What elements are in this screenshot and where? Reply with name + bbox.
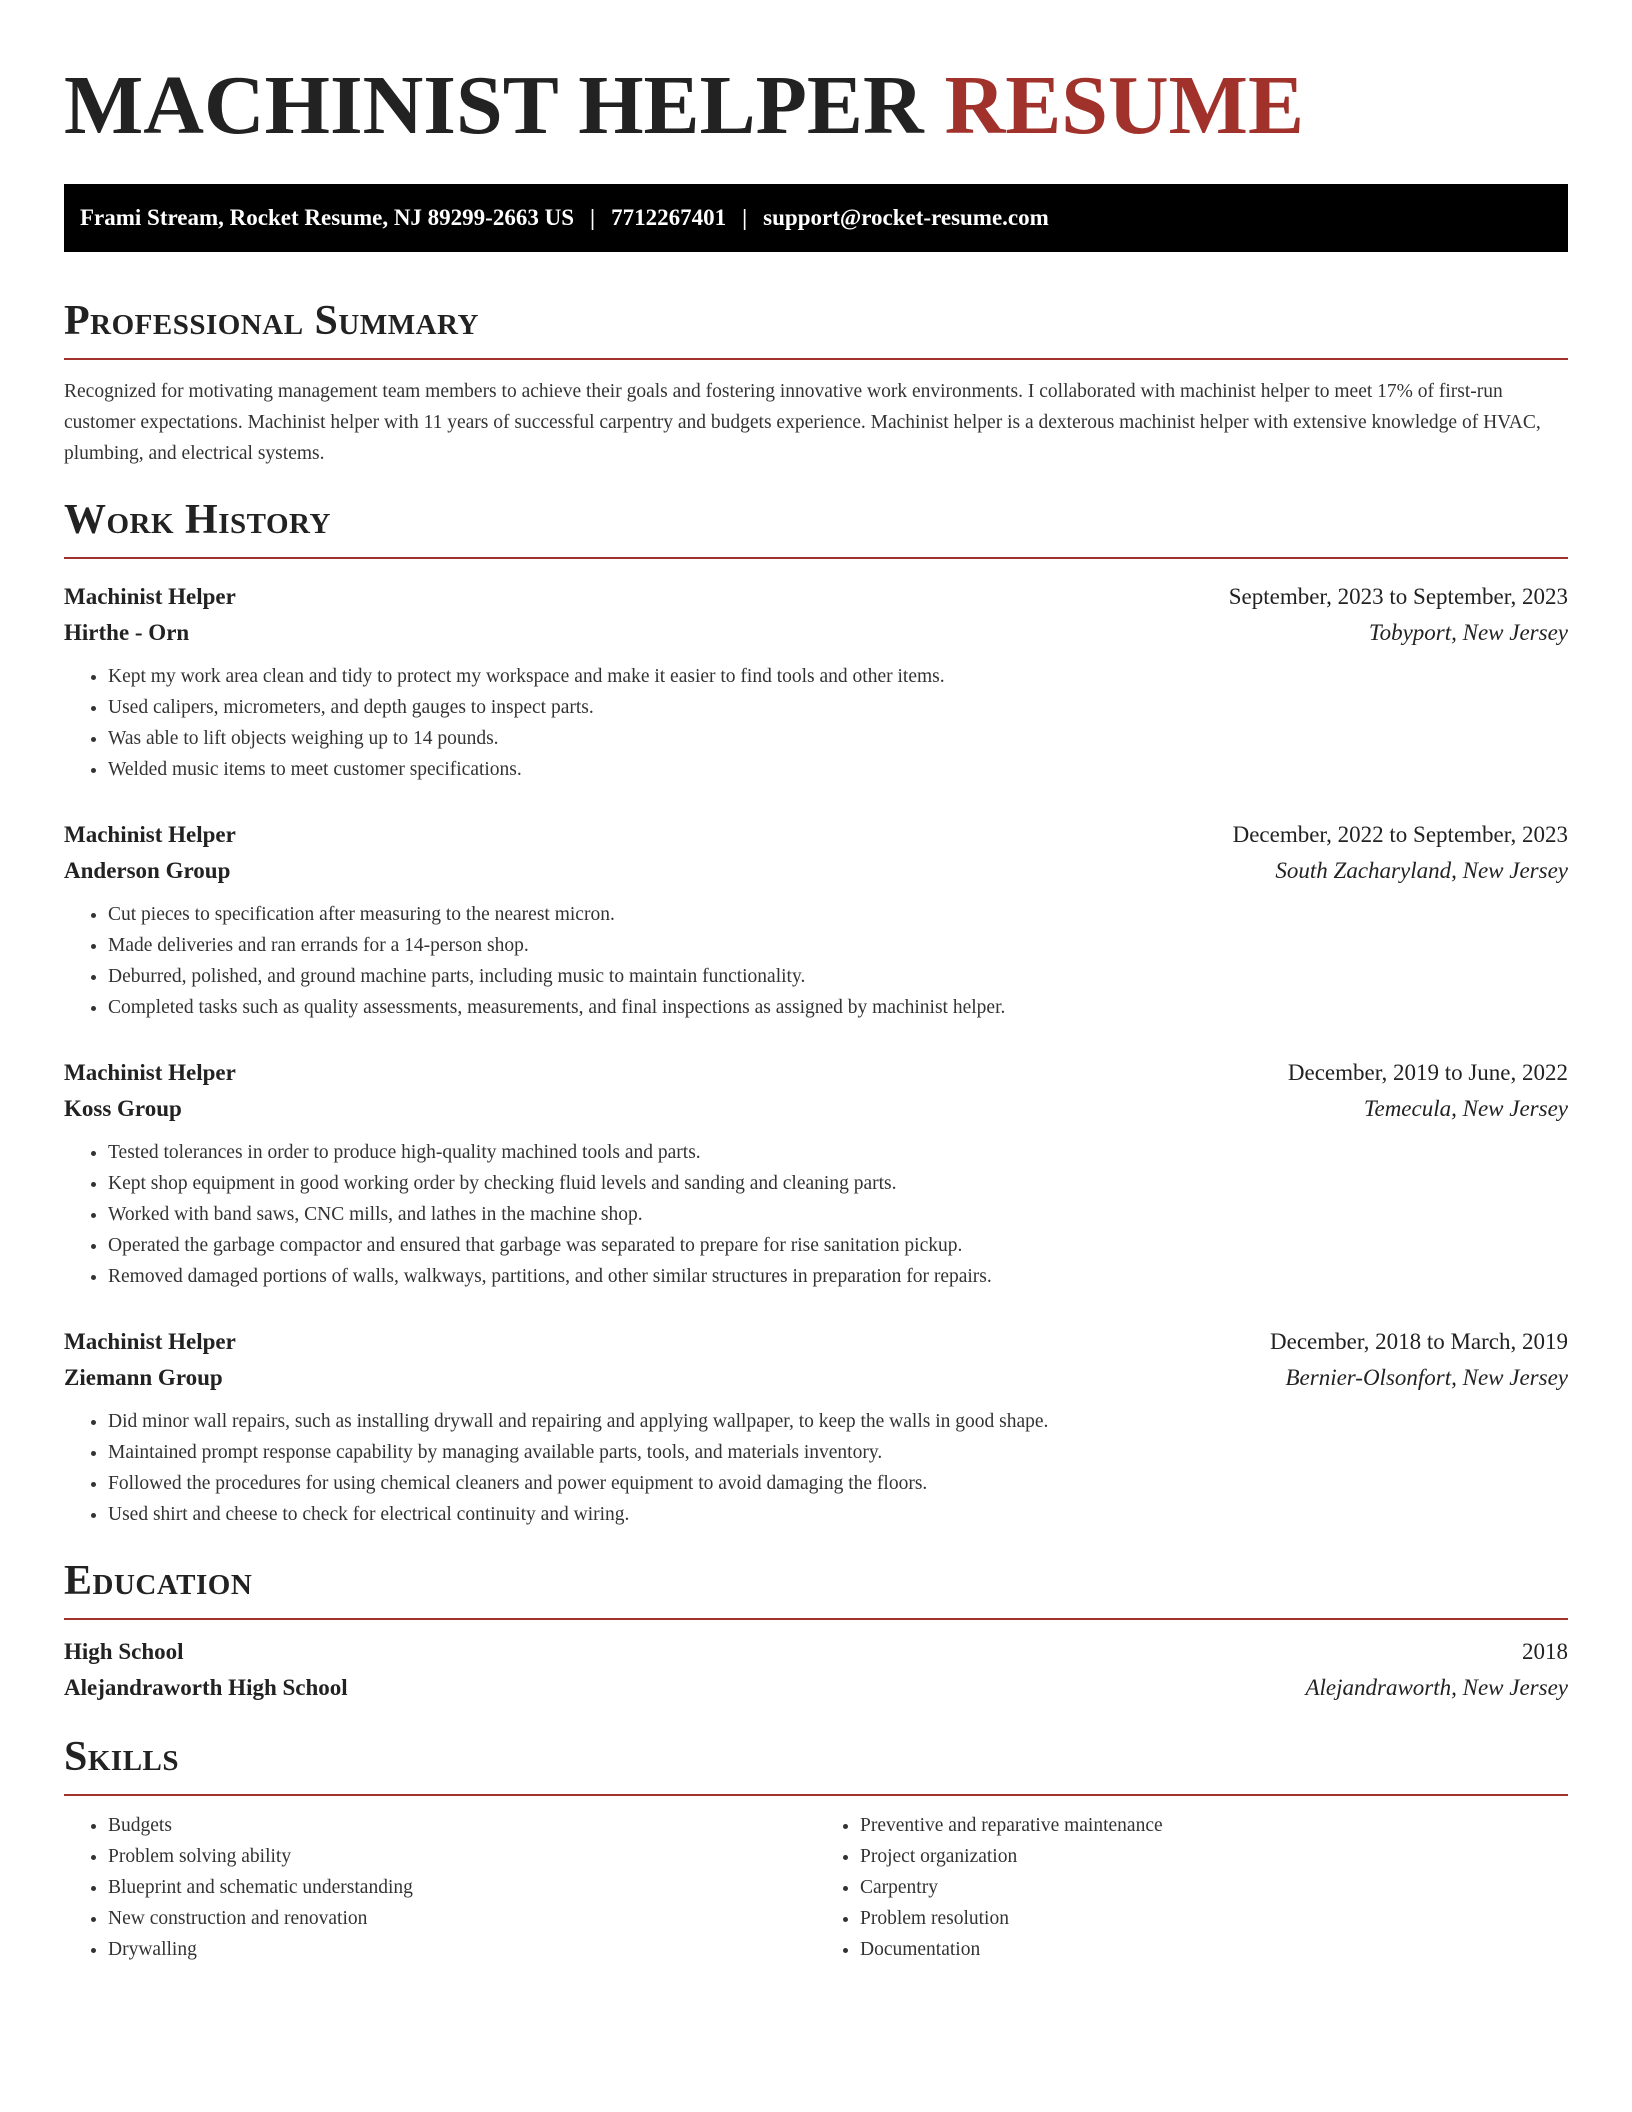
job-bullet: • Welded music items to meet customer specifications. [108, 754, 1568, 785]
job-bullet: • Used shirt and cheese to check for electrical continuity and wiring. [108, 1499, 1568, 1530]
skill-item: • Preventive and reparative maintenance [860, 1810, 1568, 1841]
job-bullet: • Followed the procedures for using chemical cleaners and power equipment to avoid damaging the floors. [108, 1468, 1568, 1499]
job-header-row [64, 817, 1568, 853]
skills-columns [64, 1810, 1568, 1965]
section-divider [64, 1618, 1568, 1620]
section-divider [64, 557, 1568, 559]
job-bullet: • Worked with band saws, CNC mills, and lathes in the machine shop. [108, 1199, 1568, 1230]
job-company: Ziemann Group [64, 1365, 223, 1390]
job-entry [64, 817, 1568, 1023]
job-entry [64, 1324, 1568, 1530]
skill-item: • Problem solving ability [108, 1841, 816, 1872]
job-bullet: • Maintained prompt response capability by managing available parts, tools, and materials inventory. [108, 1437, 1568, 1468]
job-location: South Zacharyland, New Jersey [1275, 858, 1568, 883]
skill-item: • Budgets [108, 1810, 816, 1841]
job-dates: December, 2022 to September, 2023 [1232, 822, 1568, 847]
job-header-row [64, 1055, 1568, 1091]
education-location: Alejandraworth, New Jersey [1305, 1675, 1568, 1700]
contact-phone[interactable]: 7712267401 [611, 205, 727, 230]
job-entry [64, 579, 1568, 785]
contact-address: Frami Stream, Rocket Resume, NJ 89299-2663 US [80, 205, 574, 230]
skills-heading: Skills [64, 1734, 180, 1780]
education-entry [64, 1634, 1568, 1706]
job-header-row [64, 1324, 1568, 1360]
job-title: Machinist Helper [64, 584, 236, 609]
job-location: Tobyport, New Jersey [1368, 620, 1568, 645]
skills-left-list [64, 1810, 816, 1965]
contact-email[interactable]: support@rocket-resume.com [763, 205, 1049, 230]
job-title: Machinist Helper [64, 1060, 236, 1085]
contact-bar [64, 184, 1568, 252]
skill-item: • Blueprint and schematic understanding [108, 1872, 816, 1903]
job-bullet: • Used calipers, micrometers, and depth gauges to inspect parts. [108, 692, 1568, 723]
skill-item: • Drywalling [108, 1934, 816, 1965]
education-degree-row [64, 1634, 1568, 1670]
job-bullets [64, 1406, 1568, 1530]
section-divider [64, 1794, 1568, 1796]
summary-text: Recognized for motivating management team members to achieve their goals and fostering innovative work environments. I collaborated with machinist helper to meet 17% of first-run customer expectations. Machinist helper with 11 years of successful carpentry and budgets experience. Machinist helper is a dexterous machinist helper with extensive knowledge of HVAC, plumbing, and electrical systems. [64, 381, 1541, 464]
job-bullet: • Deburred, polished, and ground machine parts, including music to maintain functionality. [108, 961, 1568, 992]
education-degree: High School [64, 1639, 184, 1664]
job-header-row [64, 579, 1568, 615]
resume-title [64, 58, 1568, 152]
job-entry [64, 1055, 1568, 1292]
job-bullet: • Removed damaged portions of walls, walkways, partitions, and other similar structures in preparation for repairs. [108, 1261, 1568, 1292]
job-bullets [64, 661, 1568, 785]
skill-item: • Problem resolution [860, 1903, 1568, 1934]
job-company: Hirthe - Orn [64, 620, 190, 645]
education-heading: Education [64, 1558, 253, 1604]
contact-separator: | [742, 205, 748, 230]
job-title: Machinist Helper [64, 1329, 236, 1354]
work-history-section [64, 499, 1568, 1530]
job-bullets [64, 1137, 1568, 1292]
job-bullet: • Operated the garbage compactor and ensured that garbage was separated to prepare for rise sanitation pickup. [108, 1230, 1568, 1261]
summary-heading: Professional Summary [64, 298, 479, 344]
job-title: Machinist Helper [64, 822, 236, 847]
job-bullet: • Was able to lift objects weighing up to 14 pounds. [108, 723, 1568, 754]
skill-item: • Carpentry [860, 1872, 1568, 1903]
job-dates: December, 2019 to June, 2022 [1287, 1060, 1568, 1085]
work-history-heading: Work History [64, 497, 331, 543]
job-bullet: • Made deliveries and ran errands for a 14-person shop. [108, 930, 1568, 961]
skill-item: • Documentation [860, 1934, 1568, 1965]
job-bullet: • Completed tasks such as quality assessments, measurements, and final inspections as assigned by machinist helper. [108, 992, 1568, 1023]
summary-section [64, 300, 1568, 469]
job-company-row [64, 1360, 1568, 1396]
education-school: Alejandraworth High School [64, 1675, 348, 1700]
job-dates: September, 2023 to September, 2023 [1228, 584, 1568, 609]
job-bullet: • Tested tolerances in order to produce high-quality machined tools and parts. [108, 1137, 1568, 1168]
job-bullet: • Kept shop equipment in good working order by checking fluid levels and sanding and cleaning parts. [108, 1168, 1568, 1199]
education-year: 2018 [1522, 1639, 1568, 1664]
section-divider [64, 358, 1568, 360]
title-accent: RESUME [944, 59, 1304, 152]
skill-item: • New construction and renovation [108, 1903, 816, 1934]
education-school-row [64, 1670, 1568, 1706]
job-bullet: • Did minor wall repairs, such as installing drywall and repairing and applying wallpaper, to keep the walls in good shape. [108, 1406, 1568, 1437]
job-company-row [64, 615, 1568, 651]
education-section [64, 1560, 1568, 1706]
skills-right-list [816, 1810, 1568, 1965]
job-company-row [64, 1091, 1568, 1127]
job-location: Temecula, New Jersey [1363, 1096, 1568, 1121]
contact-separator: | [590, 205, 596, 230]
job-company-row [64, 853, 1568, 889]
title-main: MACHINIST HELPER [64, 59, 924, 152]
job-company: Anderson Group [64, 858, 231, 883]
job-dates: December, 2018 to March, 2019 [1270, 1329, 1568, 1354]
skills-section [64, 1736, 1568, 1965]
job-bullet: • Cut pieces to specification after measuring to the nearest micron. [108, 899, 1568, 930]
job-location: Bernier-Olsonfort, New Jersey [1285, 1365, 1568, 1390]
job-bullets [64, 899, 1568, 1023]
job-bullet: • Kept my work area clean and tidy to protect my workspace and make it easier to find tools and other items. [108, 661, 1568, 692]
skill-item: • Project organization [860, 1841, 1568, 1872]
job-company: Koss Group [64, 1096, 182, 1121]
